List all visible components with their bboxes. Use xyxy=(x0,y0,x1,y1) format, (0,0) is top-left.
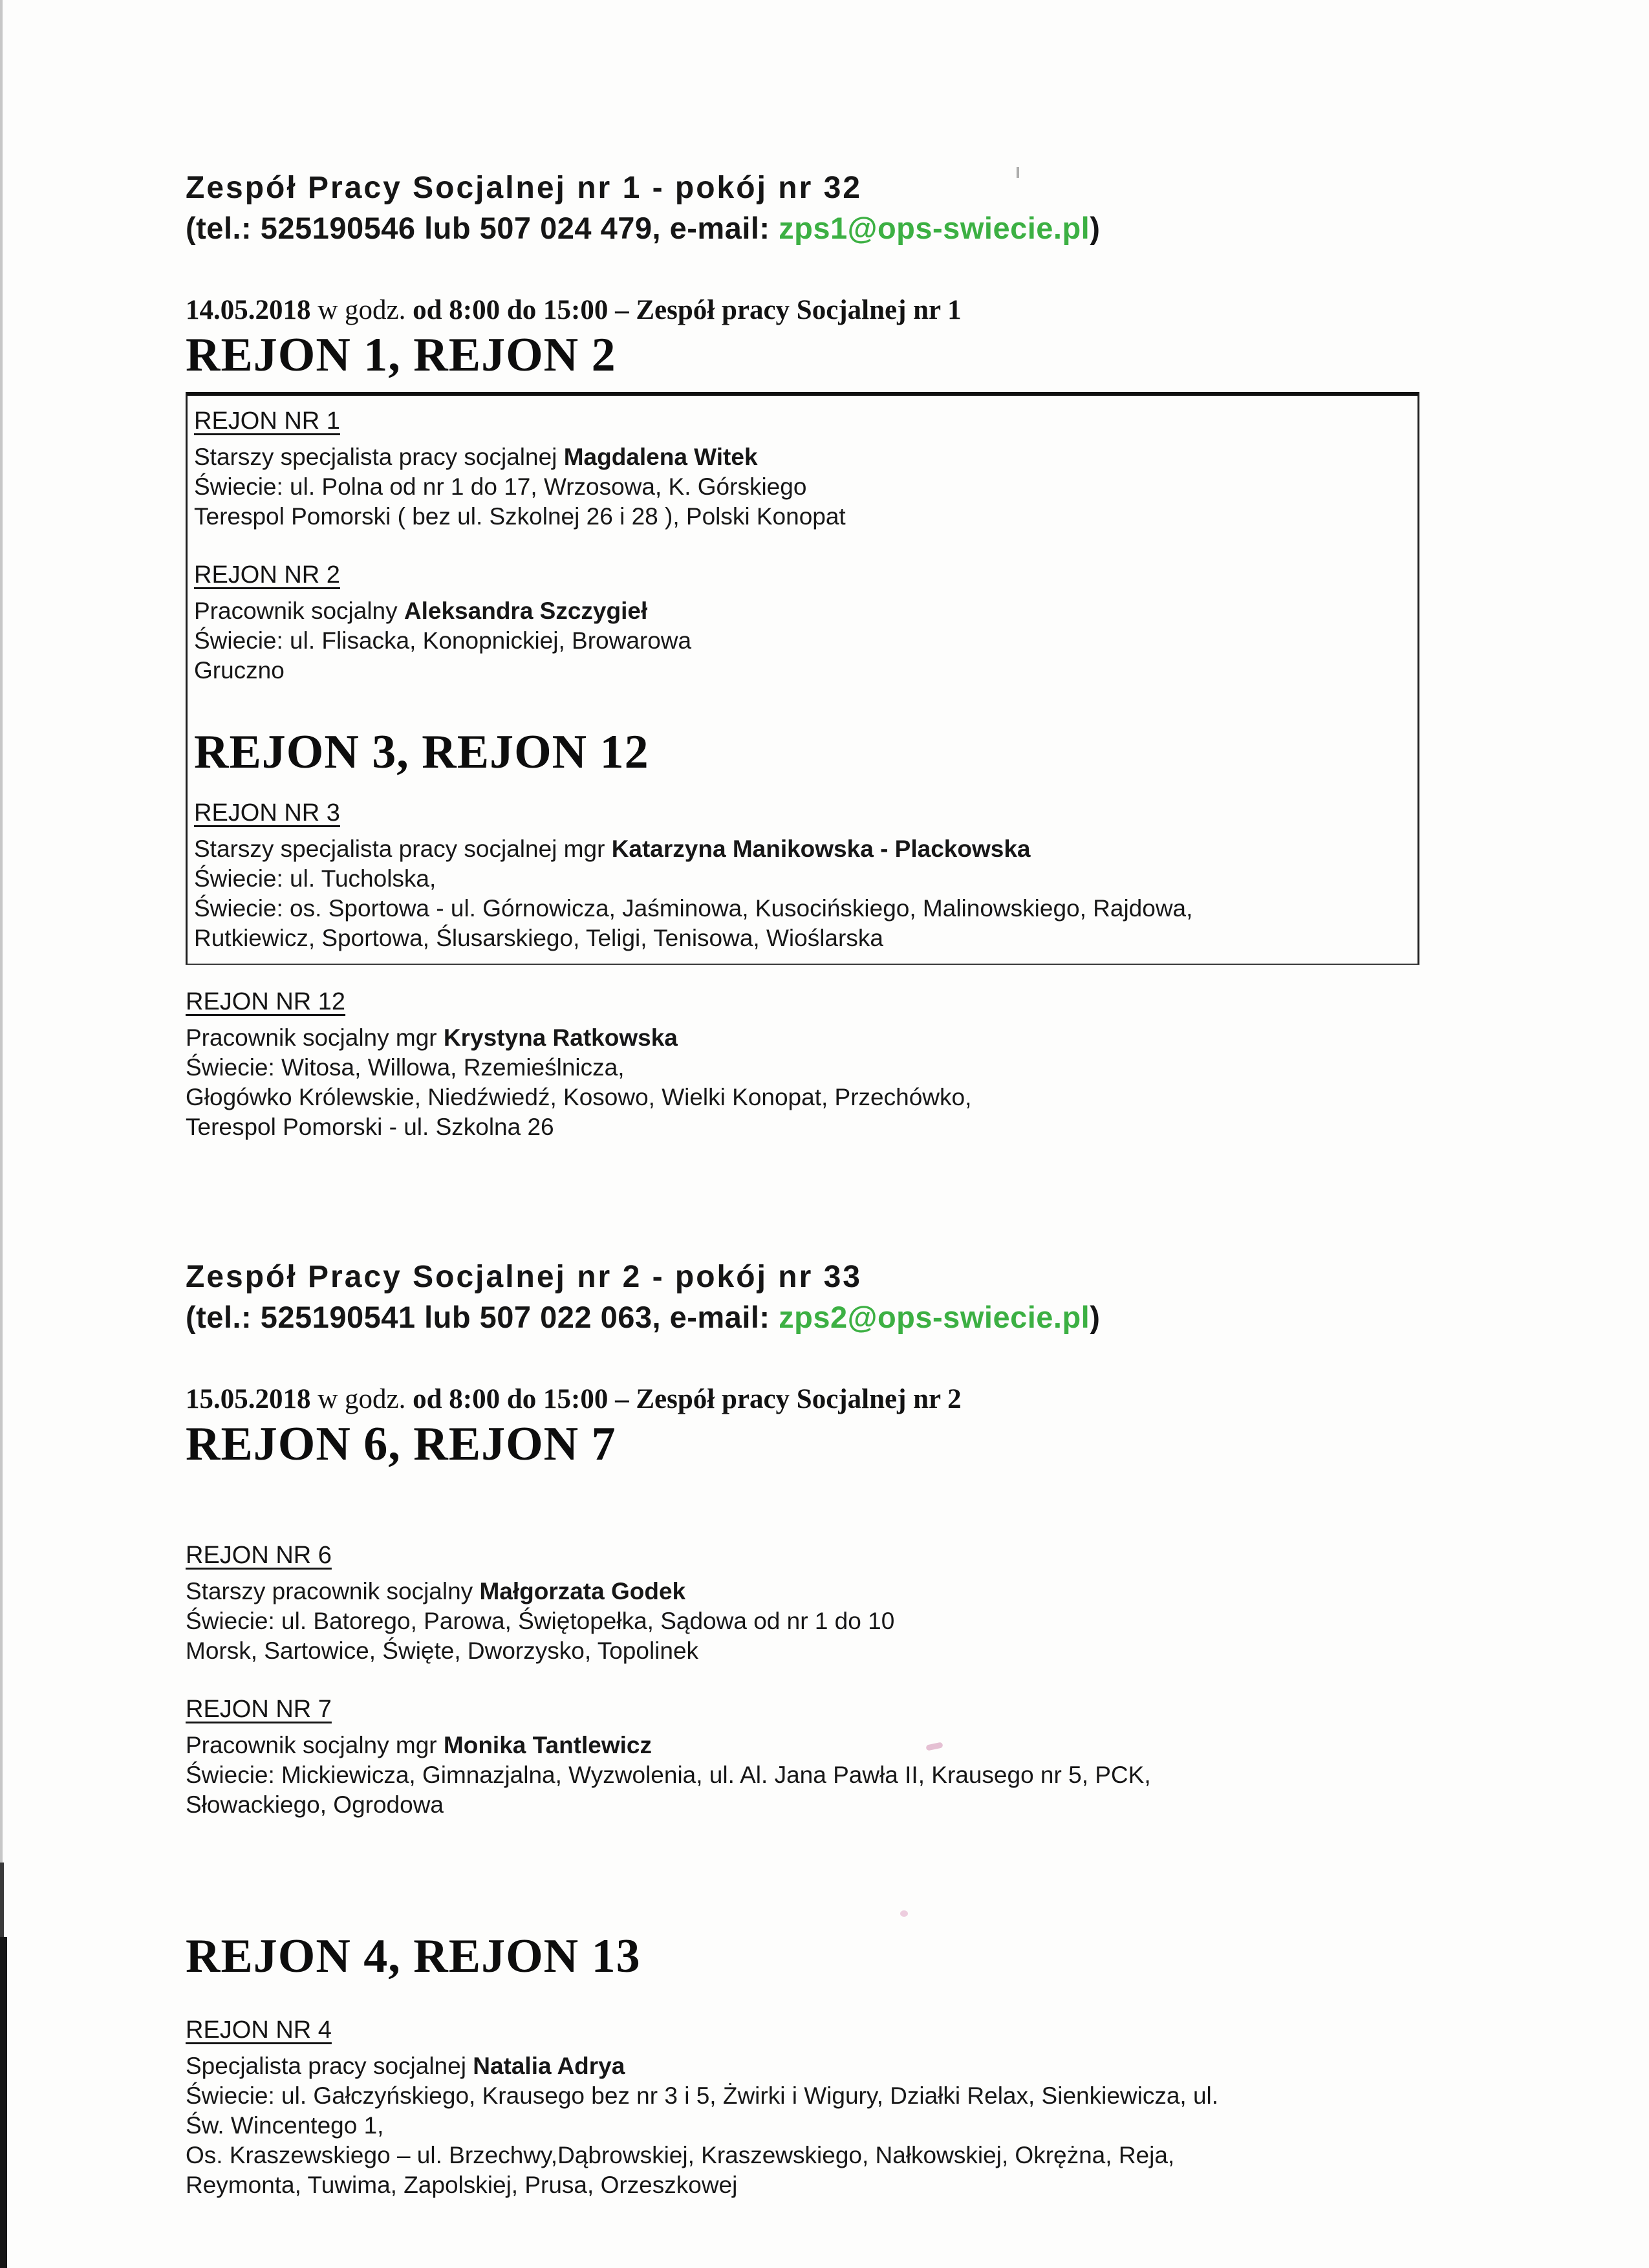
rejon-nr-3-block xyxy=(194,797,1408,953)
rejon-nr-2-label: REJON NR 2 xyxy=(194,561,340,589)
rejon-nr-7-role: Pracownik socjalny mgr xyxy=(186,1732,444,1758)
rejon-nr-6-person: Małgorzata Godek xyxy=(479,1578,686,1604)
rejon-nr-12-label: REJON NR 12 xyxy=(186,988,346,1015)
rejon-nr-4-role-line xyxy=(186,2051,1417,2081)
address-line: Gruczno xyxy=(194,657,285,684)
address-line: Świecie: os. Sportowa - ul. Górnowicza, Jaśminowa, Kusocińskiego, Malinowskiego, Rajdowa, xyxy=(194,895,1193,922)
rejon-nr-3-person: Katarzyna Manikowska - Plackowska xyxy=(611,836,1031,862)
rejon-nr-7-block xyxy=(186,1693,1417,1820)
address-line: Świecie: ul. Flisacka, Konopnickiej, Browarowa xyxy=(194,627,692,654)
team1-contact-suffix: ) xyxy=(1090,211,1101,245)
rejon-nr-1-role: Starszy specjalista pracy socjalnej xyxy=(194,444,564,470)
address-line: Rutkiewicz, Sportowa, Ślusarskiego, Teligi, Tenisowa, Wioślarska xyxy=(194,925,883,951)
team1-schedule-mid: w godz. xyxy=(310,295,413,325)
team1-title: Zespół Pracy Socjalnej nr 1 - pokój nr 32 xyxy=(186,171,862,205)
rejon-nr-12-block xyxy=(186,986,1417,1142)
rejon-nr-4-person: Natalia Adrya xyxy=(473,2053,625,2079)
scan-edge-artifact-thick xyxy=(0,1937,7,2268)
rejon-nr-4-block xyxy=(186,2014,1417,2200)
rejon-nr-12-role-line xyxy=(186,1023,1417,1053)
region-heading-6-7: REJON 6, REJON 7 xyxy=(186,1418,616,1471)
region-heading-3-12: REJON 3, REJON 12 xyxy=(194,726,649,779)
team2-schedule-date: 15.05.2018 xyxy=(186,1384,311,1414)
rejon-nr-6-role: Starszy pracownik socjalny xyxy=(186,1578,480,1604)
rejon-nr-4-label: REJON NR 4 xyxy=(186,2016,332,2044)
address-line: Świecie: Mickiewicza, Gimnazjalna, Wyzwolenia, ul. Al. Jana Pawła II, Krausego nr 5, PCK, xyxy=(186,1762,1151,1788)
address-line: Świecie: Witosa, Willowa, Rzemieślnicza, xyxy=(186,1054,625,1081)
team2-contact-prefix: (tel.: 525190541 lub 507 022 063, e-mail: xyxy=(186,1300,779,1334)
address-line: Terespol Pomorski - ul. Szkolna 26 xyxy=(186,1114,554,1140)
rejon-nr-2-role: Pracownik socjalny xyxy=(194,598,404,624)
rejon-nr-1-role-line xyxy=(194,442,1408,472)
address-line: Terespol Pomorski ( bez ul. Szkolnej 26 i 28 ), Polski Konopat xyxy=(194,503,846,530)
team1-schedule-line xyxy=(186,294,1417,327)
scan-edge-artifact-mid xyxy=(0,1863,4,1947)
team1-email-address: zps1@ops-swiecie.pl xyxy=(779,211,1090,245)
address-line: Głogówko Królewskie, Niedźwiedź, Kosowo, Wielki Konopat, Przechówko, xyxy=(186,1084,972,1110)
rejon-nr-2-person: Aleksandra Szczygieł xyxy=(404,598,648,624)
rejon-nr-2-block xyxy=(194,559,1408,686)
scan-edge-artifact-thin xyxy=(0,0,3,1888)
rejon-nr-7-label: REJON NR 7 xyxy=(186,1696,332,1723)
rejon-nr-4-role: Specjalista pracy socjalnej xyxy=(186,2053,473,2079)
address-line: Słowackiego, Ogrodowa xyxy=(186,1791,444,1818)
team2-schedule-rest: od 8:00 do 15:00 – Zespół pracy Socjalnej nr 2 xyxy=(413,1384,962,1414)
rejon-nr-1-person: Magdalena Witek xyxy=(563,444,758,470)
rejon-nr-3-label: REJON NR 3 xyxy=(194,799,340,826)
document-content xyxy=(186,0,1417,2200)
address-line: Os. Kraszewskiego – ul. Brzechwy,Dąbrowskiej, Kraszewskiego, Nałkowskiej, Okrężna, Reja, xyxy=(186,2142,1175,2168)
team1-schedule-rest: od 8:00 do 15:00 – Zespół pracy Socjalnej nr 1 xyxy=(413,295,962,325)
address-line: Świecie: ul. Tucholska, xyxy=(194,865,436,892)
team2-email-address: zps2@ops-swiecie.pl xyxy=(779,1300,1090,1334)
team1-schedule-date: 14.05.2018 xyxy=(186,295,311,325)
address-line: Świecie: ul. Polna od nr 1 do 17, Wrzosowa, K. Górskiego xyxy=(194,473,807,500)
address-line: Świecie: ul. Gałczyńskiego, Krausego bez nr 3 i 5, Żwirki i Wigury, Działki Relax, Sienkiewicza, ul. xyxy=(186,2082,1219,2109)
rejon-nr-2-role-line xyxy=(194,596,1408,626)
rejon-nr-7-person: Monika Tantlewicz xyxy=(443,1732,652,1758)
team2-schedule-mid: w godz. xyxy=(310,1384,413,1414)
team2-title: Zespół Pracy Socjalnej nr 2 - pokój nr 33 xyxy=(186,1260,862,1294)
rejon-nr-12-person: Krystyna Ratkowska xyxy=(443,1024,678,1051)
team2-contact-line xyxy=(186,1299,1417,1336)
address-line: Św. Wincentego 1, xyxy=(186,2112,384,2139)
rejon-nr-7-role-line xyxy=(186,1731,1417,1760)
rejon-nr-3-role-line xyxy=(194,834,1408,864)
rejon-table-box xyxy=(186,392,1419,965)
team2-contact-suffix: ) xyxy=(1090,1300,1101,1334)
address-line: Świecie: ul. Batorego, Parowa, Świętopełka, Sądowa od nr 1 do 10 xyxy=(186,1608,895,1634)
address-line: Reymonta, Tuwima, Zapolskiej, Prusa, Orzeszkowej xyxy=(186,2172,738,2198)
team1-contact-line xyxy=(186,210,1417,247)
team2-schedule-line xyxy=(186,1383,1417,1416)
rejon-nr-1-label: REJON NR 1 xyxy=(194,407,340,435)
rejon-nr-6-label: REJON NR 6 xyxy=(186,1542,332,1569)
region-heading-4-13: REJON 4, REJON 13 xyxy=(186,1930,641,1983)
rejon-nr-6-role-line xyxy=(186,1577,1417,1606)
address-line: Morsk, Sartowice, Święte, Dworzysko, Topolinek xyxy=(186,1637,699,1664)
rejon-nr-3-role: Starszy specjalista pracy socjalnej mgr xyxy=(194,836,612,862)
region-heading-1-2: REJON 1, REJON 2 xyxy=(186,329,616,382)
team1-contact-prefix: (tel.: 525190546 lub 507 024 479, e-mail: xyxy=(186,211,779,245)
rejon-nr-1-block xyxy=(194,405,1408,532)
rejon-nr-6-block xyxy=(186,1539,1417,1666)
rejon-nr-12-role: Pracownik socjalny mgr xyxy=(186,1024,444,1051)
